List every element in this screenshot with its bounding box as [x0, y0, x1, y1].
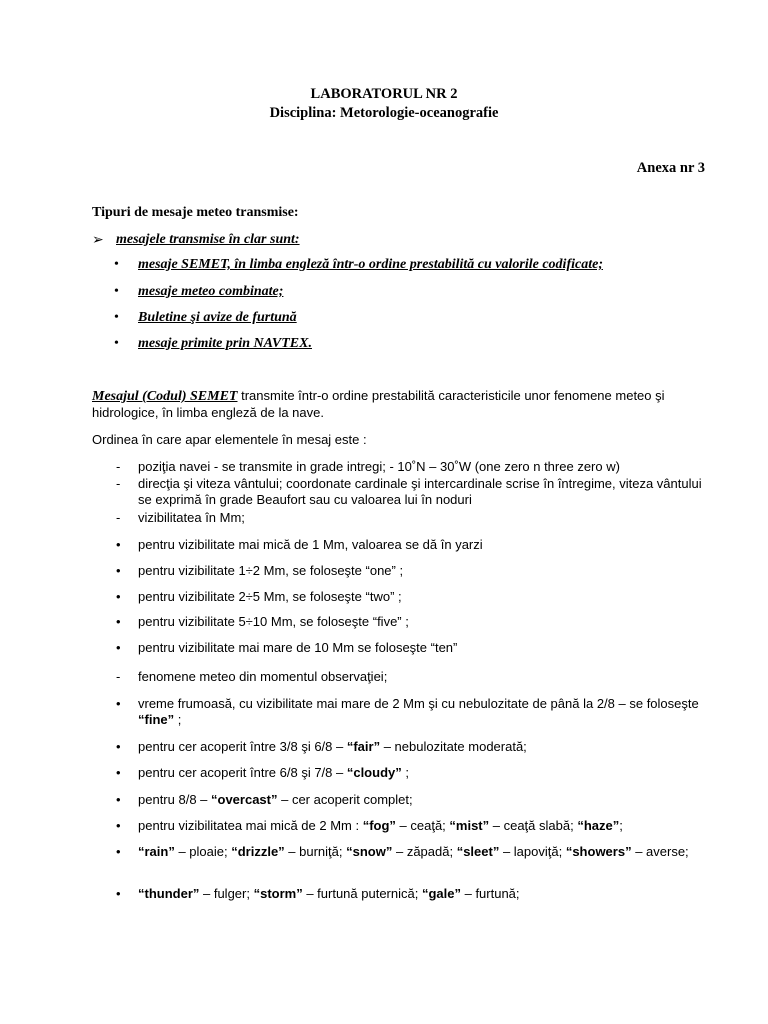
- bullet-icon: •: [116, 696, 121, 711]
- item-rain: “rain” – ploaie; “drizzle” – burniţă; “snow” – zăpadă; “sleet” – lapoviţă; “showers” – averse;: [138, 844, 689, 859]
- type-item-navtex: mesaje primite prin NAVTEX.: [138, 336, 312, 351]
- type-item-clear: mesajele transmise în clar sunt:: [116, 232, 300, 247]
- item-cloudy: pentru cer acoperit între 6/8 şi 7/8 – “cloudy” ;: [138, 765, 409, 780]
- order-intro: Ordinea în care apar elementele în mesaj este :: [92, 432, 367, 447]
- vis-item: pentru vizibilitate 2÷5 Mm, se foloseşte “two” ;: [138, 589, 402, 604]
- bullet-icon: •: [116, 739, 121, 754]
- item-position: poziţia navei - se transmite in grade intregi; - 10˚N – 30˚W (one zero n three zero w): [138, 459, 620, 474]
- bullet-icon: •: [116, 614, 121, 629]
- item-fog: pentru vizibilitatea mai mică de 2 Mm : “fog” – ceaţă; “mist” – ceaţă slabă; “haze”;: [138, 818, 623, 833]
- type-item-combined: mesaje meteo combinate;: [138, 284, 284, 299]
- item-overcast: pentru 8/8 – “overcast” – cer acoperit complet;: [138, 792, 413, 807]
- vis-item: pentru vizibilitate 5÷10 Mm, se foloseşte “five” ;: [138, 614, 409, 629]
- anexa-label: Anexa nr 3: [636, 160, 705, 176]
- vis-item: pentru vizibilitate mai mare de 10 Mm se foloseşte “ten”: [138, 640, 458, 655]
- item-fine: vreme frumoasă, cu vizibilitate mai mare de 2 Mm şi cu nebulozitate de până la 2/8 – se foloseşte “fine” ;: [138, 696, 699, 727]
- bullet-icon: •: [114, 310, 119, 325]
- bullet-icon: •: [116, 537, 121, 552]
- bullet-icon: •: [116, 844, 121, 859]
- bullet-icon: •: [116, 563, 121, 578]
- types-heading: Tipuri de mesaje meteo transmise:: [92, 205, 299, 220]
- bullet-icon: •: [114, 257, 119, 272]
- item-wind: direcţia şi viteza vântului; coordonate cardinale şi intercardinale scrise în întregime, viteza vântului se exprimă în grade Beaufort sau cu valoarea lui în noduri: [138, 476, 702, 507]
- semet-intro: Mesajul (Codul) SEMET transmite într-o ordine prestabilită caracteristicile unor fenomene meteo şi hidrologice, în limba engleză de la nave.: [92, 388, 665, 420]
- dash-marker: -: [116, 459, 121, 474]
- item-visibility: vizibilitatea în Mm;: [138, 510, 245, 525]
- vis-item: pentru vizibilitate mai mică de 1 Mm, valoarea se dă în yarzi: [138, 537, 483, 552]
- bullet-icon: •: [116, 640, 121, 655]
- semet-term: Mesajul (Codul) SEMET: [92, 389, 238, 404]
- type-item-storm: Buletine şi avize de furtună: [138, 310, 297, 325]
- arrow-bullet-icon: ➢: [92, 233, 104, 248]
- bullet-icon: •: [114, 284, 119, 299]
- page-subtitle: Disciplina: Metorologie-oceanografie: [269, 105, 499, 121]
- type-item-semet: mesaje SEMET, în limba engleză într-o ordine prestabilită cu valorile codificate;: [138, 257, 603, 272]
- vis-item: pentru vizibilitate 1÷2 Mm, se foloseşte “one” ;: [138, 563, 404, 578]
- dash-marker: -: [116, 476, 121, 491]
- bullet-icon: •: [116, 792, 121, 807]
- bullet-icon: •: [116, 886, 121, 901]
- bullet-icon: •: [116, 765, 121, 780]
- bullet-icon: •: [116, 818, 121, 833]
- item-phenomena: fenomene meteo din momentul observaţiei;: [138, 669, 388, 684]
- bullet-icon: •: [116, 589, 121, 604]
- item-fair: pentru cer acoperit între 3/8 şi 6/8 – “fair” – nebulozitate moderată;: [138, 739, 527, 754]
- bullet-icon: •: [114, 336, 119, 351]
- dash-marker: -: [116, 510, 121, 525]
- page-title: LABORATORUL NR 2: [310, 86, 458, 102]
- item-thunder: “thunder” – fulger; “storm” – furtună puternică; “gale” – furtună;: [138, 886, 520, 901]
- dash-marker: -: [116, 669, 121, 684]
